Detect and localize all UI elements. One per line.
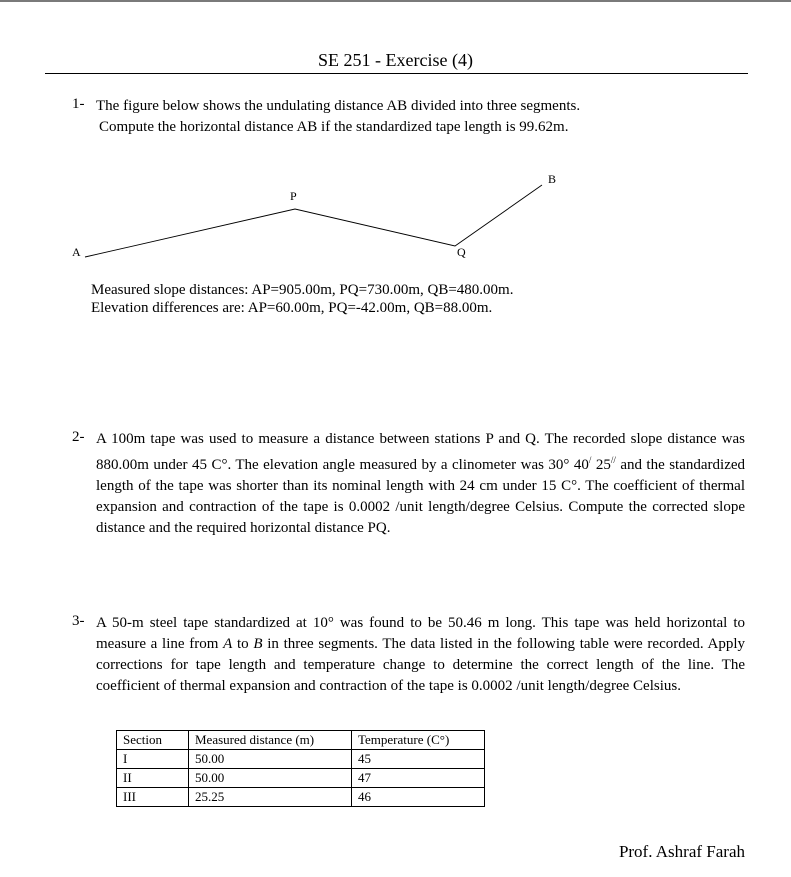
measurement-table [116, 730, 485, 807]
question-3-number: 3- [72, 613, 85, 629]
question-3-text-part-2: to [232, 636, 254, 652]
temperature-cell: 47 [352, 769, 485, 788]
title-underline [45, 73, 748, 74]
question-1-line-2: Compute the horizontal distance AB if the standardized tape length is 99.62m. [99, 119, 569, 135]
question-1-number: 1- [72, 96, 85, 112]
question-3-text-part-1: A 50-m steel tape standardized at 10° was found to be 50.46 m long. This tape was held horizontal to measure a line from [96, 615, 745, 652]
question-1-line-1: The figure below shows the undulating distance AB divided into three segments. [96, 98, 581, 114]
elevation-differences-text: Elevation differences are: AP=60.00m, PQ=-42.00m, QB=88.00m. [91, 300, 493, 316]
point-label-b: B [548, 172, 557, 186]
point-label-q: Q [457, 245, 466, 259]
question-3-text [96, 613, 745, 697]
question-2-text-part-2: 25 [591, 457, 611, 473]
page-title: SE 251 - Exercise (4) [318, 50, 473, 70]
point-a-italic: A [223, 636, 233, 652]
table-row [117, 750, 485, 769]
table-row [117, 769, 485, 788]
point-label-p: P [290, 189, 297, 203]
distance-cell: 50.00 [189, 750, 352, 769]
arcsecond-mark: // [610, 455, 616, 465]
temperature-cell: 46 [352, 788, 485, 807]
arcminute-mark: / [588, 455, 592, 465]
traverse-line-a-p-q-b [85, 185, 542, 257]
question-2-text [96, 429, 745, 539]
header-measured-distance: Measured distance (m) [189, 731, 352, 750]
question-2-text-part-3: and the standardized length of the tape was shorter than its nominal length with 24 cm under 15 C°. The coefficient of thermal expansion and contraction of the tape is 0.0002 /unit length/degree Celsius. Compute the corrected slope distance and the required horizontal distance PQ. [96, 457, 746, 536]
author-name: Prof. Ashraf Farah [618, 842, 745, 861]
table-row [117, 788, 485, 807]
section-cell: I [117, 750, 189, 769]
header-section: Section [117, 731, 189, 750]
distance-cell: 25.25 [189, 788, 352, 807]
question-2-text-part-1: A 100m tape was used to measure a distance between stations P and Q. The recorded slope distance was 880.00m under 45 C°. The elevation angle measured by a clinometer was 30° 40 [96, 431, 745, 473]
point-label-a: A [72, 245, 81, 259]
header-temperature: Temperature (C°) [352, 731, 485, 750]
question-2-number: 2- [72, 429, 85, 445]
section-cell: III [117, 788, 189, 807]
table-header-row [117, 731, 485, 750]
distance-cell: 50.00 [189, 769, 352, 788]
page-top-border [0, 0, 791, 2]
question-1-data [91, 281, 513, 317]
point-b-italic: B [253, 636, 263, 652]
question-3-text-part-3: in three segments. The data listed in the following table were recorded. Apply corrections for tape length and temperature change to determine the correct length of the line. The coefficient of thermal expansion and contraction of the tape is 0.0002 /unit length/degree Celsius. [96, 636, 746, 694]
undulating-distance-figure [60, 165, 580, 265]
slope-distances-text: Measured slope distances: AP=905.00m, PQ=730.00m, QB=480.00m. [91, 282, 514, 298]
section-cell: II [117, 769, 189, 788]
temperature-cell: 45 [352, 750, 485, 769]
